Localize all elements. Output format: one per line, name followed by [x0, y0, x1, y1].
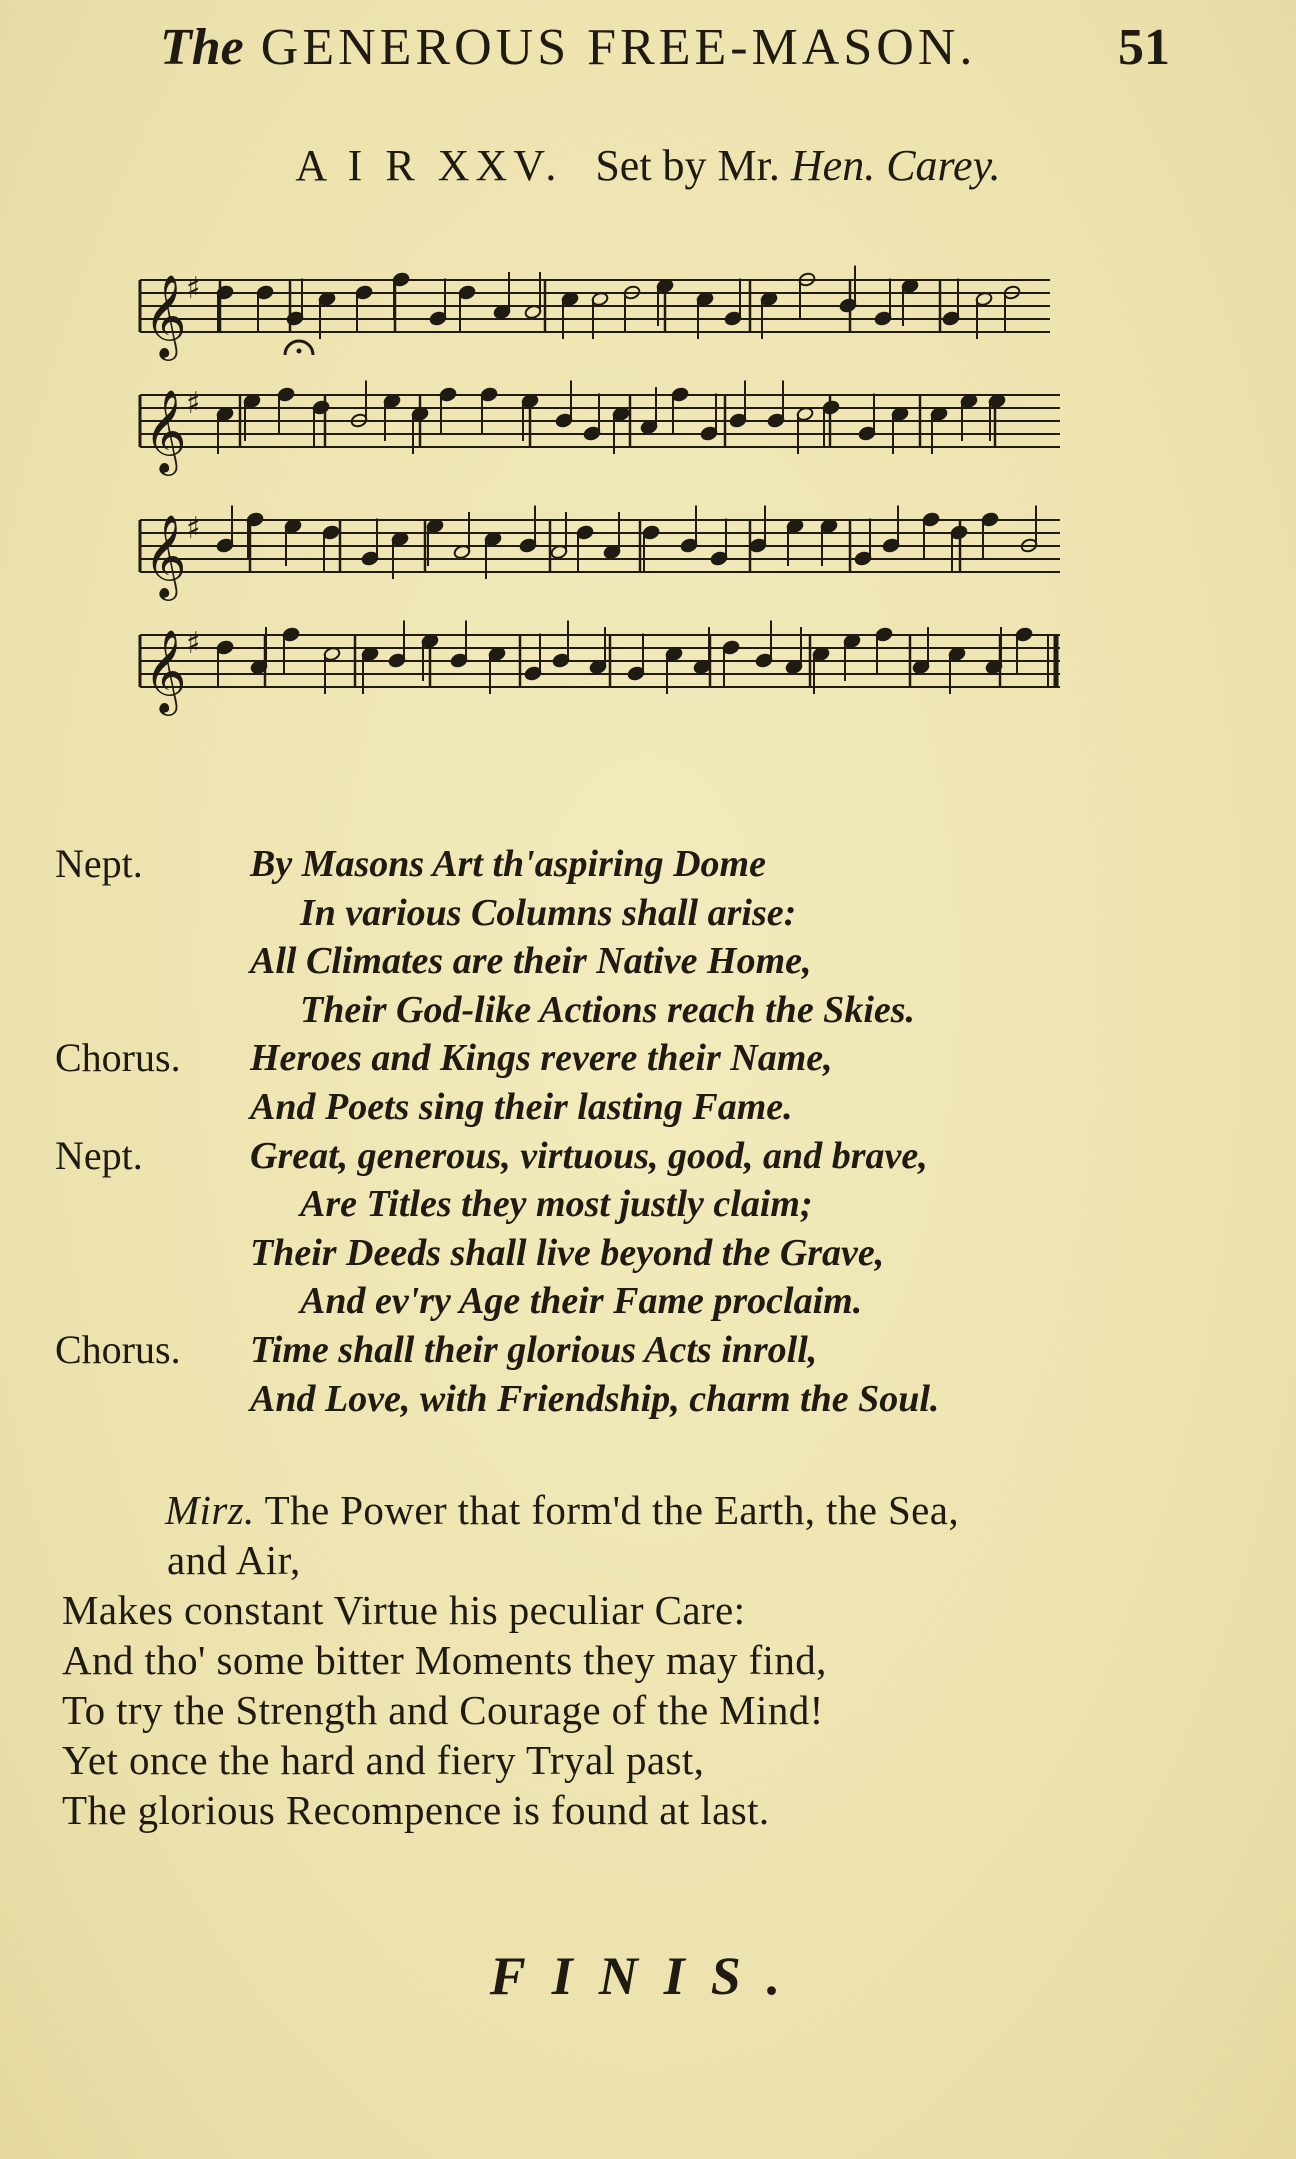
verse-text: Their God-like Actions reach the Skies. — [300, 988, 916, 1031]
verse-line — [55, 840, 1255, 889]
speech-line — [62, 1735, 1262, 1785]
running-head — [160, 18, 1170, 88]
speech-line — [62, 1635, 1262, 1685]
speech-line — [62, 1485, 1262, 1535]
speech-text: To try the Strength and Courage of the Mind! — [62, 1687, 824, 1733]
air-composer: Hen. Carey. — [790, 141, 1001, 190]
verse-text: Time shall their glorious Acts inroll, — [250, 1328, 818, 1371]
music-notation — [130, 230, 1070, 810]
speech-text: Makes constant Virtue his peculiar Care: — [62, 1587, 746, 1633]
verse-text: By Masons Art th'aspiring Dome — [250, 843, 766, 885]
verse-text: All Climates are their Native Home, — [250, 940, 812, 983]
verse-text: And Poets sing their lasting Fame. — [250, 1085, 793, 1128]
verse-line — [55, 1277, 1255, 1326]
air-title: A I R XXV. — [295, 141, 563, 190]
treble-clef: 𝄞 — [144, 628, 187, 712]
running-head-title: GENEROUS FREE-MASON. — [260, 19, 977, 76]
verse-speaker: Nept. — [55, 841, 143, 886]
verse-block — [55, 840, 1255, 1423]
verse-line — [55, 1083, 1255, 1132]
verse-line — [55, 889, 1255, 938]
verse-text: Great, generous, virtuous, good, and brave, — [250, 1134, 928, 1177]
verse-line — [55, 1034, 1255, 1083]
verse-text: Are Titles they most justly claim; — [300, 1183, 813, 1226]
speech-text: Yet once the hard and fiery Tryal past, — [62, 1737, 705, 1783]
speech-text: The Power that form'd the Earth, the Sea, — [264, 1487, 960, 1533]
verse-line — [55, 986, 1255, 1035]
speech-block — [62, 1485, 1262, 1835]
verse-line — [55, 1229, 1255, 1278]
treble-clef: 𝄞 — [144, 513, 187, 597]
verse-text: And Love, with Friendship, charm the Soul. — [250, 1377, 940, 1420]
treble-clef: 𝄞 — [144, 388, 187, 472]
verse-line — [55, 1375, 1255, 1424]
verse-line — [55, 1180, 1255, 1229]
air-setter: Set by Mr. — [595, 141, 780, 190]
speech-text: And tho' some bitter Moments they may find, — [62, 1637, 827, 1683]
air-heading — [0, 140, 1296, 191]
verse-speaker: Chorus. — [55, 1326, 181, 1372]
speech-line — [62, 1585, 1262, 1635]
key-signature-sharp: ♯ — [186, 511, 201, 547]
finis: FINIS. — [489, 1946, 807, 2006]
speech-line — [62, 1785, 1262, 1835]
speech-line — [62, 1535, 1262, 1585]
speech-text: The glorious Recompence is found at last. — [62, 1787, 770, 1833]
verse-speaker: Nept. — [55, 1132, 143, 1178]
speech-speaker: Mirz. — [165, 1487, 255, 1533]
speech-line — [62, 1685, 1262, 1735]
page-number: 51 — [1118, 19, 1170, 76]
verse-line — [55, 1132, 1255, 1181]
fermata-dot — [297, 349, 302, 354]
key-signature-sharp: ♯ — [186, 271, 201, 307]
verse-line — [55, 1326, 1255, 1375]
verse-text: In various Columns shall arise: — [300, 891, 797, 934]
verse-text: Their Deeds shall live beyond the Grave, — [250, 1231, 885, 1274]
key-signature-sharp: ♯ — [186, 386, 201, 422]
verse-text: And ev'ry Age their Fame proclaim. — [300, 1280, 863, 1323]
verse-text: Heroes and Kings revere their Name, — [250, 1037, 833, 1080]
treble-clef: 𝄞 — [144, 273, 187, 357]
verse-speaker: Chorus. — [55, 1035, 181, 1081]
running-head-prefix: The — [160, 19, 244, 76]
speech-text: and Air, — [167, 1537, 301, 1583]
key-signature-sharp: ♯ — [186, 626, 201, 662]
verse-line — [55, 937, 1255, 986]
